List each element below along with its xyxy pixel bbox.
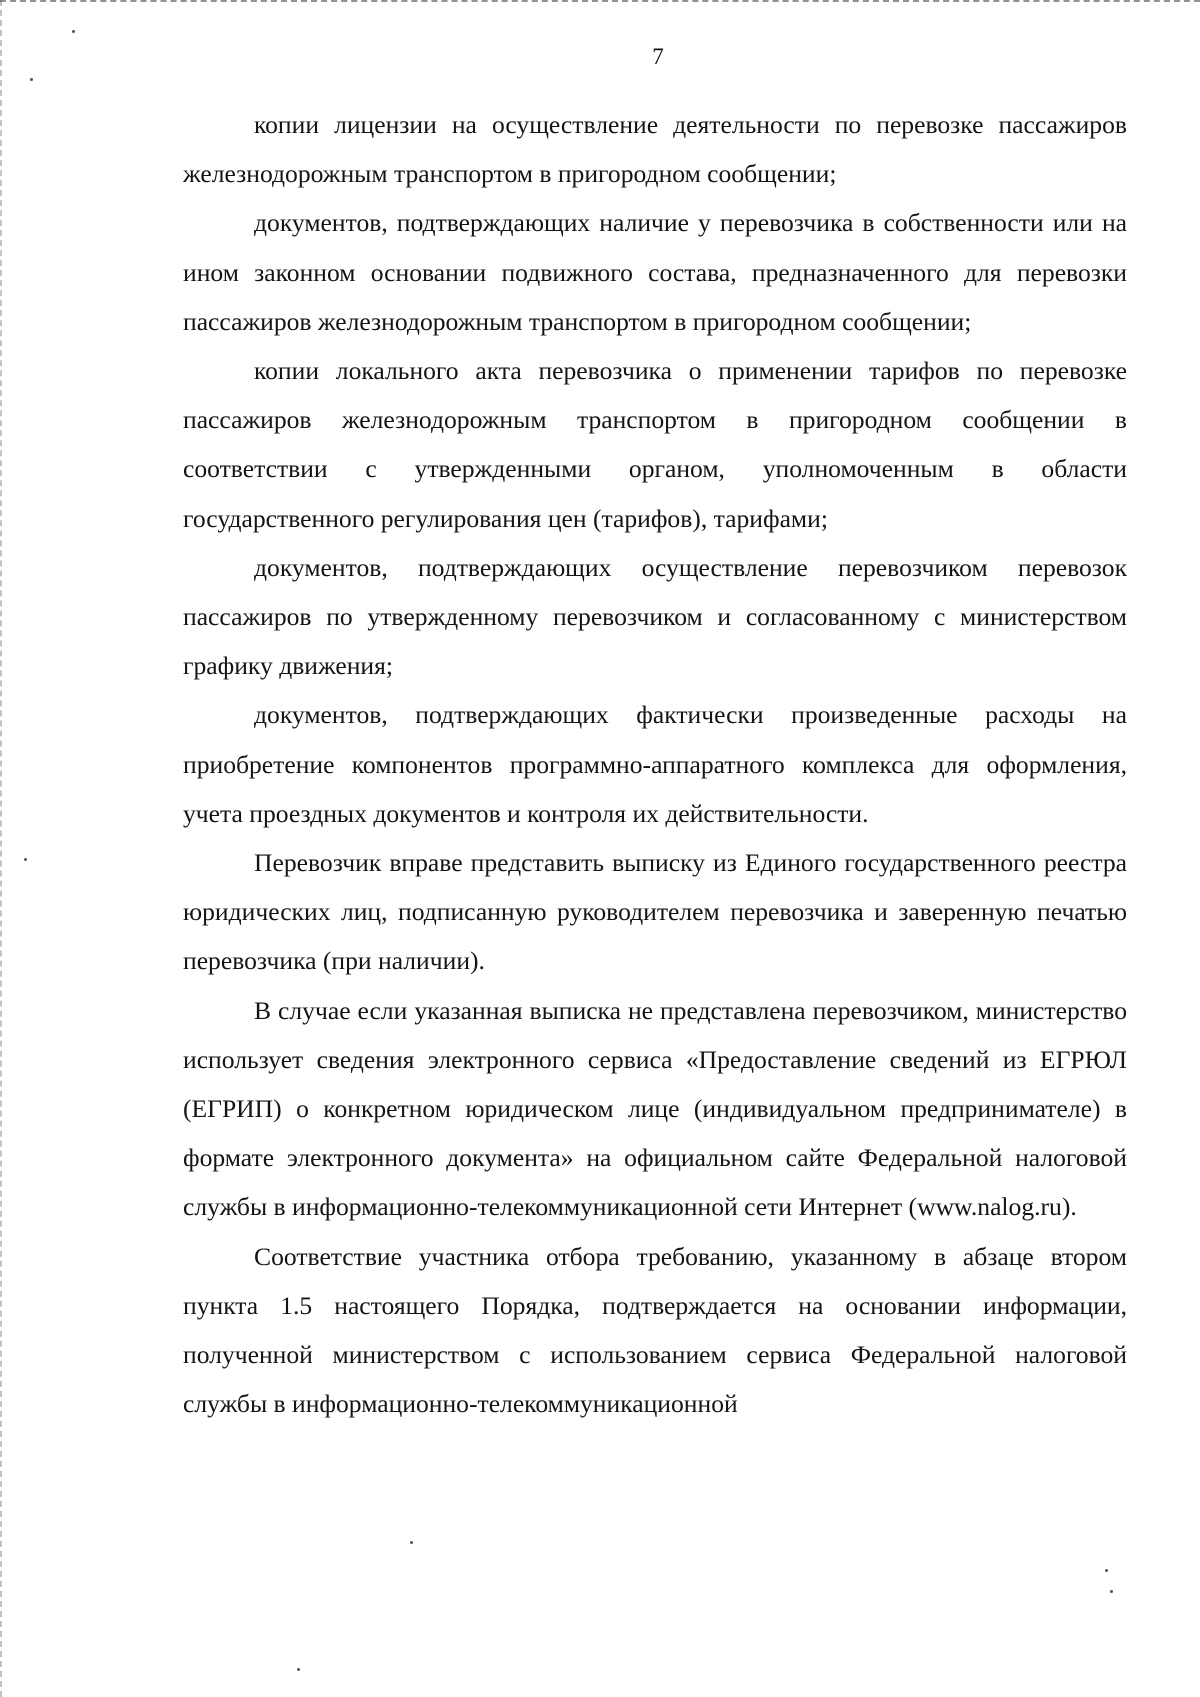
page-number: 7 [652, 44, 664, 69]
paragraph-rolling-stock: документов, подтверждающих наличие у перевозчика в собственности или на ином законном основании подвижного состава, предназначенного для перевозки пассажиров железнодорожным транспортом в пригородном сообщении; [183, 208, 1127, 336]
scan-speck [24, 858, 27, 861]
scan-top-border [0, 0, 1200, 7]
paragraph-tariff-act: копии локального акта перевозчика о применении тарифов по перевозке пассажиров железнодорожным транспортом в пригородном сообщении в соответствии с утвержденными органом, уполномоченным в области государственного регулирования цен (тарифов), тарифами; [183, 356, 1127, 533]
paragraph-license-copy: копии лицензии на осуществление деятельности по перевозке пассажиров железнодорожным транспортом в пригородном сообщении; [183, 110, 1127, 189]
paragraph-egrul-extract: Перевозчик вправе представить выписку из Единого государственного реестра юридических лиц, подписанную руководителем перевозчика и заверенную печатью перевозчика (при наличии). [183, 848, 1127, 976]
scan-speck [30, 78, 33, 81]
scan-speck [410, 1541, 413, 1544]
document-body [183, 100, 1127, 1428]
paragraph-egrul-service: В случае если указанная выписка не представлена перевозчиком, министерство использует сведения электронного сервиса «Предоставление сведений из ЕГРЮЛ (ЕГРИП) о конкретном юридическом лице (индивидуальном предпринимателе) в формате электронного документа» на официальном сайте Федеральной налоговой службы в информационно-телекоммуникационной сети Интернет (www.nalog.ru). [183, 995, 1127, 1222]
scan-speck [297, 1668, 300, 1671]
scan-speck [72, 30, 75, 33]
paragraph-expenses: документов, подтверждающих фактически произведенные расходы на приобретение компонентов программно-аппаратного комплекса для оформления, учета проездных документов и контроля их действительности. [183, 700, 1127, 828]
scan-speck [1105, 1569, 1108, 1572]
scan-speck [1110, 1590, 1113, 1593]
scan-left-edge [0, 0, 5, 1697]
paragraph-schedule: документов, подтверждающих осуществление перевозчиком перевозок пассажиров по утвержденному перевозчиком и согласованному с министерством графику движения; [183, 552, 1127, 681]
paragraph-compliance: Соответствие участника отбора требованию, указанному в абзаце втором пункта 1.5 настоящего Порядка, подтверждается на основании информации, полученной министерством с использованием сервиса Федеральной налоговой службы в информационно-телекоммуникационной [183, 1241, 1127, 1419]
